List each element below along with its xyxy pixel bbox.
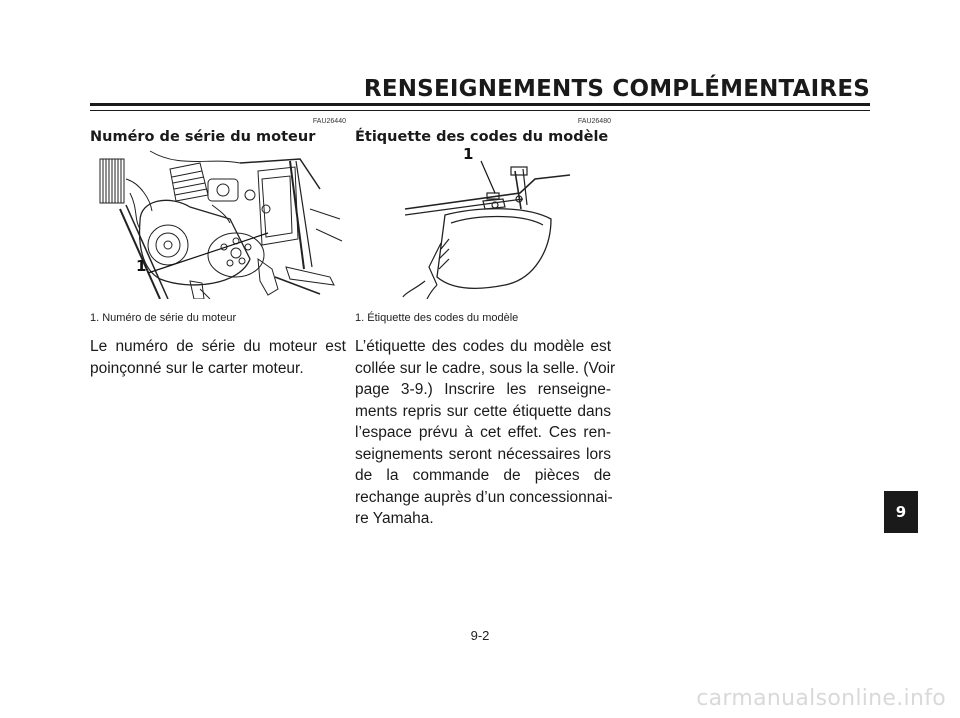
- right-callout-number: 1: [463, 145, 474, 163]
- right-column: [355, 117, 616, 530]
- left-section-heading: Numéro de série du moteur: [90, 129, 316, 145]
- right-section-heading: Étiquette des codes du modèle: [355, 129, 609, 145]
- left-body-text: [90, 336, 346, 379]
- left-callout-number: 1: [136, 257, 147, 275]
- engine-drawing: [90, 149, 346, 299]
- left-column: [90, 117, 346, 379]
- right-figure-caption: 1. Étiquette des codes du modèle: [355, 312, 519, 324]
- frame-drawing: [355, 149, 611, 299]
- right-leader-line: [481, 161, 495, 193]
- right-body-line: seignements seront nécessaires lors: [355, 445, 611, 463]
- right-ref-code: FAU26480: [577, 118, 611, 125]
- right-body-line: page 3-9.) Inscrire les renseigne-: [355, 381, 611, 398]
- left-body-line: Le numéro de série du moteur est: [90, 338, 346, 355]
- page-number: 9-2: [470, 628, 490, 643]
- left-leader-line: [148, 233, 268, 273]
- left-body-line: poinçonné sur le carter moteur.: [90, 359, 304, 377]
- right-body-line: L’étiquette des codes du modèle est: [355, 338, 611, 355]
- watermark-text: carmanualsonline.info: [696, 686, 946, 711]
- right-body-line: re Yamaha.: [355, 510, 434, 527]
- right-body-line: de la commande de pièces de: [355, 467, 611, 484]
- header-rule-thick: [90, 103, 870, 106]
- right-body-text: [355, 336, 616, 530]
- right-body-line: rechange auprès d’un concessionnai-: [355, 488, 613, 506]
- frame-label-illustration: [355, 145, 611, 299]
- right-body-line: collée sur le cadre, sous la selle. (Voir: [355, 359, 616, 377]
- left-figure-caption: 1. Numéro de série du moteur: [90, 312, 237, 324]
- left-ref-code: FAU26440: [312, 118, 346, 125]
- header-rule-thin: [90, 110, 870, 111]
- right-body-line: l’espace prévu à cet effet. Ces ren-: [355, 424, 611, 441]
- engine-illustration: [90, 149, 346, 299]
- page-header-title: RENSEIGNEMENTS COMPLÉMENTAIRES: [363, 76, 870, 102]
- right-body-line: ments repris sur cette étiquette dans: [355, 402, 611, 420]
- chapter-tab: 9: [884, 491, 918, 533]
